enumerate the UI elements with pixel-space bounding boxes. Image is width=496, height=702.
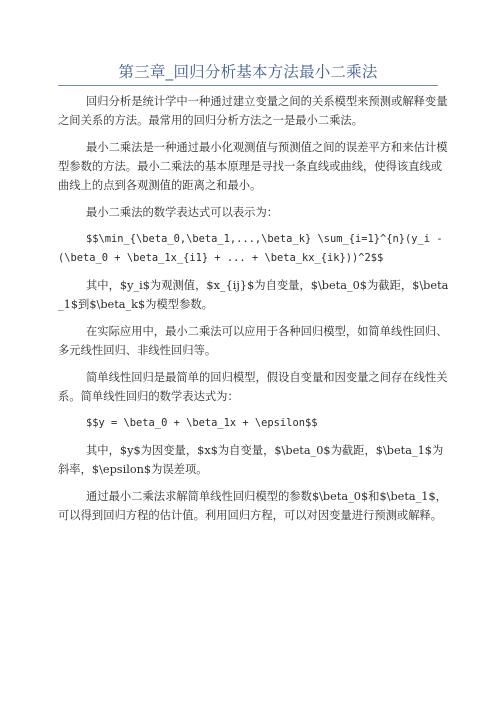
paragraph-simple-linear-regression: 简单线性回归是最简单的回归模型，假设自变量和因变量之间存在线性关系。简单线性回归的数学表达式为： — [58, 371, 448, 403]
document-body — [58, 92, 450, 525]
paragraph-estimation: 通过最小二乘法求解简单线性回归模型的参数$\beta_0$和$\beta_1$，可以得到回归方程的估计值。利用回归方程，可以对因变量进行预测或解释。 — [58, 490, 447, 522]
document-title: 第三章_回归分析基本方法最小二乘法 — [118, 63, 378, 81]
paragraph-intro: 回归分析是统计学中一种通过建立变量之间的关系模型来预测或解释变量之间关系的方法。最常用的回归分析方法之一是最小二乘法。 — [58, 95, 448, 127]
formula-simple-linear: $$y = \beta_0 + \beta_1x + \epsilon$$ — [86, 417, 318, 429]
paragraph-formula-explanation: 其中，$y_i$为观测值，$x_{ij}$为自变量，$\beta_0$为截距，$\beta_1$到$\beta_k$为模型参数。 — [58, 279, 449, 311]
paragraph-formula-intro: 最小二乘法的数学表达式可以表示为： — [86, 206, 279, 219]
formula-least-squares: $$\min_{\beta_0,\beta_1,...,\beta_k} \sum_{i=1}^{n}(y_i - (\beta_0 + \beta_1x_{i1} + ... + \beta_kx_{ik}))^2$$ — [58, 233, 443, 264]
paragraph-applications: 在实际应用中，最小二乘法可以应用于各种回归模型，如简单线性回归、多元线性回归、非线性回归等。 — [58, 325, 448, 357]
title-underline — [58, 85, 438, 86]
paragraph-least-squares-definition: 最小二乘法是一种通过最小化观测值与预测值之间的误差平方和来估计模型参数的方法。最小二乘法的基本原理是寻找一条直线或曲线，使得该直线或曲线上的点到各观测值的距离之和最小。 — [58, 141, 448, 192]
paragraph-variable-explanation: 其中，$y$为因变量，$x$为自变量，$\beta_0$为截距，$\beta_1$为斜率，$\epsilon$为误差项。 — [58, 444, 444, 476]
